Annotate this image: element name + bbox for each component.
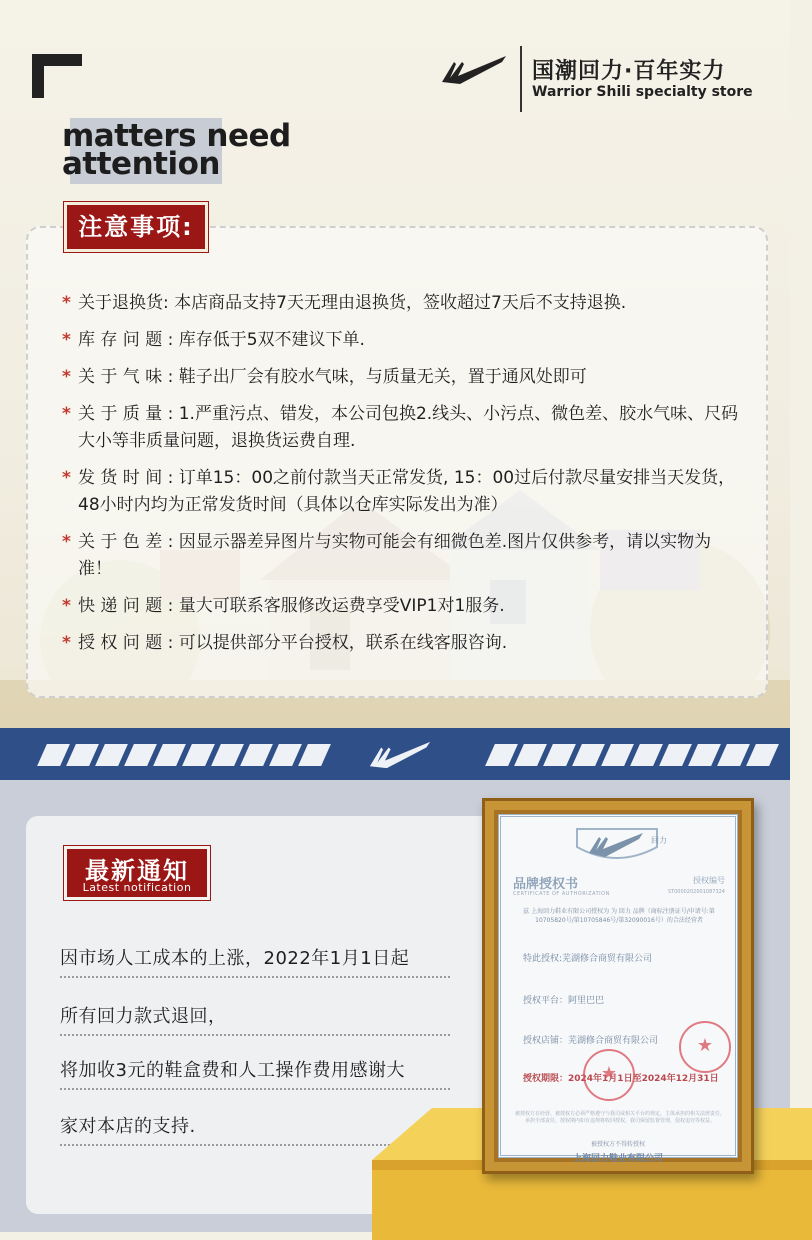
notice-item-text: 关 于 色 差 : 因显示器差异图片与实物可能会有细微色差.图片仅供参考，请以实物为准！ — [78, 532, 712, 579]
brand-store-name-en: Warrior Shili specialty store — [532, 84, 753, 100]
certificate-authorized-party: 特此授权:芜湖修合商贸有限公司 — [523, 954, 653, 964]
brand-header — [440, 44, 770, 114]
notice-list — [62, 290, 742, 667]
notice-item-authorization — [62, 630, 742, 657]
certificate-fine-print: 被授权方在经营、被授权方必须严格遵守与我司或相关平台的规定，主体承担的相关法律责任，承担全部责任，授权期内如有违规将收回授权，我司保留监督管理，侵权追究等权益。 — [514, 1111, 725, 1124]
latest-header-badge — [64, 846, 210, 900]
latest-line: 将加收3元的鞋盒费和人工操作费用感谢大 — [60, 1056, 450, 1090]
latest-line: 所有回力款式退回， — [60, 1002, 450, 1036]
corner-bracket-decoration — [32, 54, 82, 98]
asterisk-icon: * — [62, 367, 71, 387]
asterisk-icon: * — [62, 532, 71, 552]
asterisk-icon: * — [62, 633, 71, 653]
certificate-issuer: 上海回力鞋业有限公司 — [572, 1154, 663, 1164]
notice-header-badge — [64, 202, 208, 252]
notice-item-returns — [62, 290, 742, 317]
notice-item-courier — [62, 593, 742, 620]
warrior-wing-logo-icon — [368, 738, 432, 772]
certificate-period: 授权期限：2024年1月1日至2024年12月31日 — [523, 1074, 719, 1084]
certificate-logo-text: 回力 — [651, 836, 667, 845]
notice-item-text: 快 递 问 题 : 量大可联系客服修改运费享受VIP1对1服务. — [78, 596, 505, 616]
authorization-certificate-frame — [482, 798, 754, 1174]
latest-line: 家对本店的支持. — [60, 1112, 450, 1146]
notice-item-text: 关 于 质 量 : 1.严重污点、错发，本公司包换2.线头、小污点、微色差、胶水气味、尺码大小等非质量问题，退换货运费自理. — [78, 404, 739, 451]
divider-band — [0, 728, 790, 780]
notice-item-stock — [62, 327, 742, 354]
certificate-mat — [494, 810, 742, 1162]
latest-notification-section — [0, 780, 790, 1232]
section-title-line2: attention — [62, 146, 220, 182]
notice-item-text: 授 权 问 题 : 可以提供部分平台授权，联系在线客服咨询. — [78, 633, 508, 653]
notice-item-color — [62, 529, 742, 583]
notice-item-odor — [62, 364, 742, 391]
certificate-shop: 授权店铺：芜湖修合商贸有限公司 — [523, 1036, 659, 1046]
latest-header-en: Latest notification — [82, 881, 192, 894]
certificate-paper — [498, 814, 738, 1164]
notice-item-text: 库 存 问 题 : 库存低于5双不建议下单. — [78, 330, 365, 350]
notice-item-shipping — [62, 465, 742, 519]
asterisk-icon: * — [62, 293, 71, 313]
notice-item-quality — [62, 401, 742, 455]
red-seal-stamp — [583, 1049, 635, 1101]
notice-item-text: 关 于 气 味 : 鞋子出厂会有胶水气味，与质量无关，置于通风处即可 — [78, 367, 587, 387]
certificate-subtitle: CERTIFICATE OF AUTHORIZATION — [513, 891, 610, 897]
certificate-number-value: ST0000202001087324 — [667, 889, 725, 895]
notice-item-text: 发 货 时 间 : 订单15：00之前付款当天正常发货, 15：00过后付款尽量安排当天发货，48小时内均为正常发货时间（具体以仓库实际发出为准） — [78, 468, 736, 515]
notice-item-text: 关于退换货: 本店商品支持7天无理由退换货，签收超过7天后不支持退换. — [78, 293, 627, 313]
asterisk-icon: * — [62, 468, 71, 488]
latest-line: 因市场人工成本的上涨，2022年1月1日起 — [60, 944, 450, 978]
certificate-number-label: 授权编号 — [693, 876, 725, 885]
section-title-line1: matters need — [62, 118, 291, 154]
section-title-en — [62, 118, 291, 182]
red-seal-stamp — [679, 1021, 731, 1073]
certificate-body: 兹 上海回力鞋业有限公司授权为 为 回力 品牌（商标注册证号/申请号:第10705820号/第10705846号/第32090016号）的合法经营者 — [523, 908, 715, 924]
latest-header-cn: 最新通知 — [85, 857, 189, 885]
asterisk-icon: * — [62, 404, 71, 424]
asterisk-icon: * — [62, 330, 71, 350]
notice-header-label: 注意事项: — [78, 213, 194, 241]
asterisk-icon: * — [62, 596, 71, 616]
band-stripes-left — [42, 744, 326, 766]
warrior-wing-logo-icon — [440, 52, 508, 88]
certificate-platform: 授权平台：阿里巴巴 — [523, 996, 605, 1006]
brand-divider — [520, 46, 522, 112]
certificate-foot-note: 被授权方不得转授权 — [590, 1141, 645, 1148]
band-stripes-right — [490, 744, 774, 766]
certificate-title: 品牌授权书 — [513, 877, 579, 892]
brand-slogan-cn: 国潮回力·百年实力 — [532, 59, 726, 84]
